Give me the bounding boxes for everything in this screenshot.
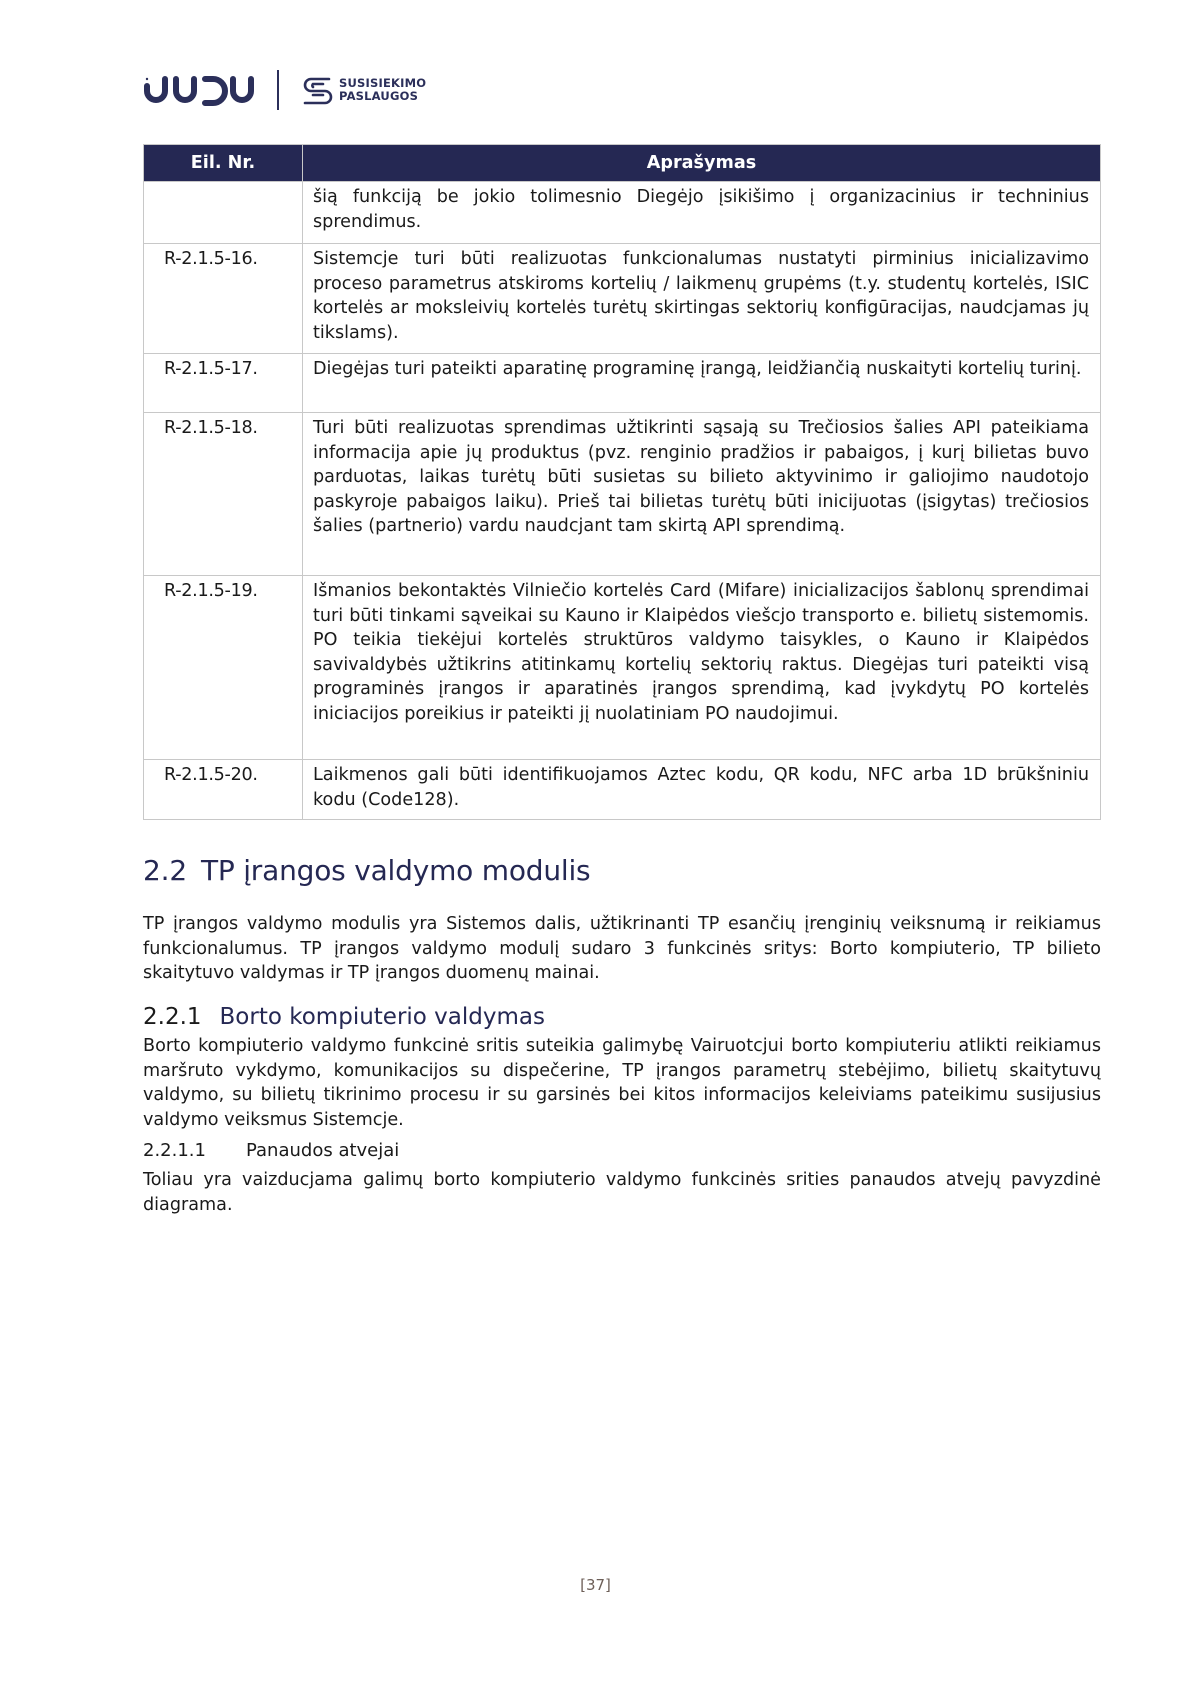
judu-logo-icon (143, 73, 255, 107)
logo-text-line2: PASLAUGOS (339, 89, 419, 103)
section-2-2-1-body: Borto kompiuterio valdymo funkcinė sritis suteikia galimybę Vairuotcjui borto kompiuteriu atlikti reikiamus maršruto vykdymo, komunikacijos su dispečerine, TP įrangos parametrų stebėjimo, bilietų skaitytuvų valdymo, su bilietų tikrinimo procesu ir su garsinės bei kitos informacijos keleiviams pateikimu susijusius valdymo veiksmus Sistemcje. (143, 1036, 1101, 1130)
section-heading-2-2 (143, 854, 590, 887)
section-number: 2.2.1 (143, 1004, 202, 1030)
column-header-nr: Eil. Nr. (144, 145, 303, 182)
table-row (144, 182, 1101, 244)
row-number: R-2.1.5-18. (144, 413, 303, 576)
row-number: R-2.1.5-17. (144, 354, 303, 413)
logo-text-line1: SUSISIEKIMO (339, 76, 427, 90)
row-number: R-2.1.5-16. (144, 244, 303, 354)
row-number (144, 182, 303, 244)
row-number: R-2.1.5-20. (144, 760, 303, 820)
requirements-table (143, 144, 1101, 820)
section-heading-2-2-1 (143, 1004, 545, 1030)
row-description: Laikmenos gali būti identifikuojamos Aztec kodu, QR kodu, NFC arba 1D brūkšniniu kodu (Code128). (303, 760, 1101, 820)
row-number: R-2.1.5-19. (144, 576, 303, 760)
section-title: TP įrangos valdymo modulis (200, 854, 591, 887)
judu-logo (143, 73, 255, 107)
section-heading-2-2-1-1 (143, 1140, 399, 1161)
section-number: 2.2.1.1 (143, 1140, 206, 1161)
section-2-2-body: TP įrangos valdymo modulis yra Sistemos dalis, užtikrinanti TP esančių įrenginių veiksnumą ir reikiamus funkcionalumus. TP įrangos valdymo modulį sudaro 3 funkcinės sritys: Borto kompiuterio, TP bilieto skaitytuvo valdymas ir TP įrangos duomenų mainai. (143, 914, 1101, 983)
column-header-description: Aprašymas (303, 145, 1101, 182)
row-description: Diegėjas turi pateikti aparatinę programinę įrangą, leidžiančią nuskaityti kortelių turinį. (303, 354, 1101, 413)
row-description: Turi būti realizuotas sprendimas užtikrinti sąsają su Trečiosios šalies API pateikiama informacija apie jų produktus (pvz. renginio pradžios ir pabaigos, į kurį bilietas buvo parduotas, laikas turėtų būti susietas su bilieto aktyvinimo ir galiojimo naudotojo paskyroje pabaigos laiku). Prieš tai bilietas turėtų būti inicijuotas (įsigytas) trečiosios šalies (partnerio) vardu naudcjant tam skirtą API sprendimą. (303, 413, 1101, 576)
row-description: šią funkciją be jokio tolimesnio Diegėjo įsikišimo į organizacinius ir techninius sprendimus. (303, 182, 1101, 244)
header-logos (143, 68, 426, 112)
page-number: [37] (580, 1576, 611, 1594)
table-row (144, 760, 1101, 820)
row-description: Išmanios bekontaktės Vilniečio kortelės Card (Mifare) inicializacijos šablonų sprendimai turi būti tinkami sąveikai su Kauno ir Klaipėdos viešcjo transporto e. bilietų sistemomis. PO teikia tiekėjui kortelės struktūros valdymo taisykles, o Kauno ir Klaipėdos savivaldybės užtikrins atitinkamų kortelių sektorių raktus. Diegėjas turi pateikti visą programinės įrangos ir aparatinės įrangos sprendimą, kad įvykdytų PO kortelės iniciacijos poreikius ir pateikti jį nuolatiniam PO naudojimui. (303, 576, 1101, 760)
table-row (144, 576, 1101, 760)
logo-divider (277, 70, 279, 110)
section-number: 2.2 (143, 854, 187, 887)
table-header-row (144, 145, 1101, 182)
table-row (144, 244, 1101, 354)
susisiekimo-paslaugos-logo (301, 75, 426, 105)
sp-swirl-icon (301, 75, 335, 105)
table-row (144, 354, 1101, 413)
section-title: Borto kompiuterio valdymas (219, 1004, 545, 1030)
row-description: Sistemcje turi būti realizuotas funkcionalumas nustatyti pirminius inicializavimo proceso parametrus atskiroms kortelių / laikmenų grupėms (t.y. studentų kortelės, ISIC kortelės ar moksleivių kortelės turėtų skirtingas sektorių konfigūracijas, naudcjamas jų tikslams). (303, 244, 1101, 354)
section-2-2-1-1-body: Toliau yra vaizducjama galimų borto kompiuterio valdymo funkcinės srities panaudos atvejų pavyzdinė diagrama. (143, 1170, 1101, 1215)
table-row (144, 413, 1101, 576)
section-title: Panaudos atvejai (245, 1140, 400, 1161)
